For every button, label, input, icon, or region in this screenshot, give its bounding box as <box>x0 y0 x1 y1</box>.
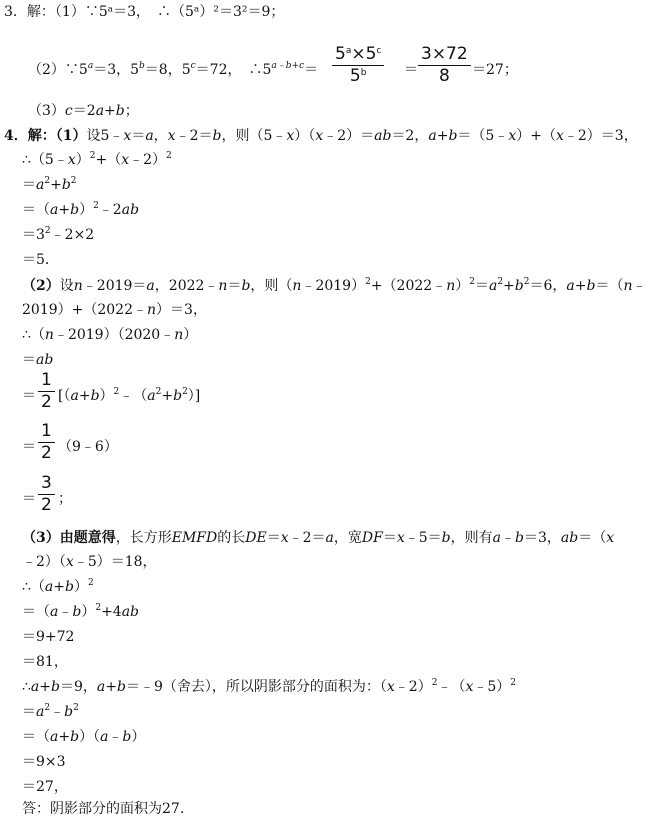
p4-line: ＝9+72 <box>22 629 75 645</box>
p4-line: ＝ <box>22 388 36 404</box>
p4-line: ＝（a﹣b）$^2$+4ab <box>22 603 140 620</box>
p4-line: ＝27， <box>22 779 68 795</box>
p4-line: $=a^2﹣b^2$ <box>22 703 79 720</box>
p4-part1-heading: 4．解：（1）设5﹣x＝a，x﹣2＝b，则（5﹣x）（x﹣2）＝ab＝2，a+b＝（5﹣x）+（x﹣2）＝3， <box>4 128 638 144</box>
p4-line: ＝5． <box>22 252 59 268</box>
p4-line: ＝ <box>22 491 36 507</box>
p4-line: ＝ <box>22 439 36 455</box>
p4-part2-heading: （2）设n﹣2019＝a，2022﹣n＝b，则$(n﹣2019)^2+(2022﹣n)^2=a^2+b^2=6$，a+b＝（n﹣ <box>22 277 647 294</box>
p4-line: ； <box>58 491 72 507</box>
p4-line: $=3^2﹣2\times 2$ <box>22 226 95 243</box>
p3-part2-result: ＝27； <box>472 62 518 78</box>
p3-part2-prefix <box>28 60 318 80</box>
p4-line: ∴a+b＝9，a+b＝﹣9（舍去），所以阴影部分的面积为：（x﹣2）$^2$﹣（x﹣5）$^2$ <box>22 678 516 695</box>
fraction-one-half: $\frac{1}{2}$ <box>36 421 57 464</box>
p4-line: ﹣2）（x﹣5）＝18， <box>22 554 157 570</box>
p4-line: $\therefore(a+b)^2$ <box>22 578 94 595</box>
p3-part3: （3）c＝2a+b； <box>28 103 139 119</box>
p4-line: $[(a+b)^2﹣(a^2+b^2)]$ <box>58 387 201 404</box>
p4-answer: 答：阴影部分的面积为27. <box>22 801 185 817</box>
p3-part1: 3．解：（1）∵5ᵃ＝3， ∴（5ᵃ）²＝3²＝9； <box>4 4 285 20</box>
p4-line: 2019）+（2022﹣n）＝3， <box>22 302 207 318</box>
p4-line: ＝（a+b）（a﹣b） <box>22 729 146 745</box>
fraction: $\frac{5^a\times 5^c}{5^b}$ <box>332 44 384 87</box>
p4-line: ∴（5﹣x）$^2$+（x﹣2）$^2$ <box>22 151 172 168</box>
p4-line: ∴（n﹣2019）（2020﹣n） <box>22 327 198 343</box>
fraction-three-halves: $\frac{3}{2}$ <box>36 473 57 516</box>
equals-sign: ＝ <box>404 62 418 78</box>
p4-line: ＝9×3 <box>22 754 66 770</box>
fraction-one-half: $\frac{1}{2}$ <box>36 370 57 413</box>
p4-line: $=(a+b)^2﹣2ab$ <box>22 201 140 218</box>
p4-part3-heading: （3）由题意得，长方形EMFD的长DE＝x﹣2＝a，宽DF＝x﹣5＝b，则有a﹣b＝3，ab＝（x <box>22 530 615 546</box>
p3-part2-frac-a <box>330 44 386 87</box>
p4-line: （9﹣6） <box>58 439 118 455</box>
p3-part2-frac-b <box>416 44 473 87</box>
p4-line: ＝81， <box>22 654 68 670</box>
p4-line: ＝ab <box>22 352 54 368</box>
fraction: $\frac{3\times 72}{8}$ <box>418 44 471 87</box>
p4-line: $=a^2+b^2$ <box>22 176 77 193</box>
p3-part2-text: $(2)\because 5^a=3$，$5^b=8$，$5^c=72$， $\therefore 5^{a﹣b+c}=$ <box>28 61 319 78</box>
